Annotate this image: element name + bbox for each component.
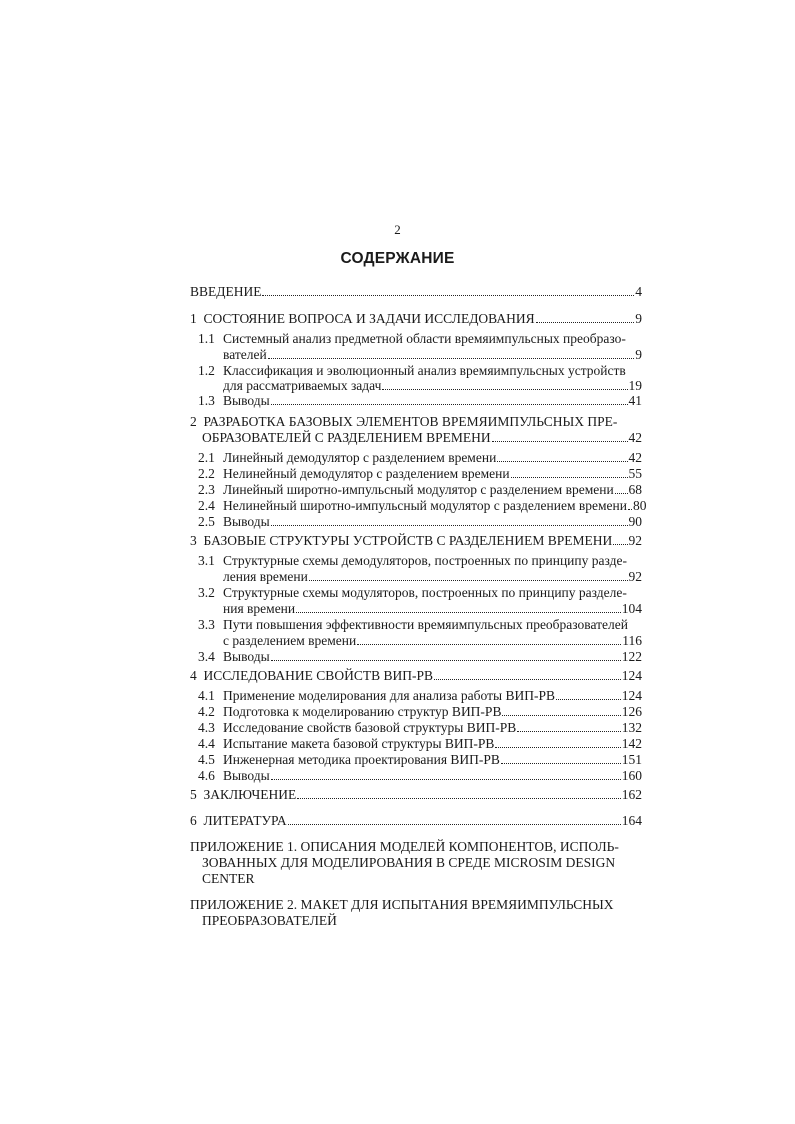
- toc-appendix-1-line3: CENTER: [202, 871, 255, 886]
- toc-entry-4-4: 4.4 Испытание макета базовой структуры ВИП-РВ 142: [198, 736, 642, 751]
- toc-entry-6: 6 ЛИТЕРАТУРА 164: [190, 813, 642, 828]
- toc-entry-3-1-line2: ления времени 92: [223, 569, 642, 584]
- toc-entry-2-line2: ОБРАЗОВАТЕЛЕЙ С РАЗДЕЛЕНИЕМ ВРЕМЕНИ 42: [202, 430, 642, 445]
- toc-entry-3-3-line1: 3.3 Пути повышения эффективности времяимпульсных преобразователей: [198, 617, 628, 632]
- toc-entry-4: 4 ИССЛЕДОВАНИЕ СВОЙСТВ ВИП-РВ 124: [190, 668, 642, 683]
- toc-entry-1-1-line2: вателей 9: [223, 347, 642, 362]
- toc-appendix-1-line1: ПРИЛОЖЕНИЕ 1. ОПИСАНИЯ МОДЕЛЕЙ КОМПОНЕНТОВ, ИСПОЛЬ-: [190, 839, 619, 854]
- toc-entry-3-1-line1: 3.1 Структурные схемы демодуляторов, построенных по принципу разде-: [198, 553, 627, 568]
- toc-entry-4-1: 4.1 Применение моделирования для анализа работы ВИП-РВ 124: [198, 688, 642, 703]
- toc-entry-2-4: 2.4 Нелинейный широтно-импульсный модулятор с разделением времени 80: [198, 498, 647, 513]
- toc-entry-2-line1: 2 РАЗРАБОТКА БАЗОВЫХ ЭЛЕМЕНТОВ ВРЕМЯИМПУЛЬСНЫХ ПРЕ-: [190, 414, 618, 429]
- toc-entry-2-1: 2.1 Линейный демодулятор с разделением времени 42: [198, 450, 642, 465]
- toc-entry-4-3: 4.3 Исследование свойств базовой структуры ВИП-РВ 132: [198, 720, 642, 735]
- toc-entry-3-3-line2: с разделением времени 116: [223, 633, 642, 648]
- toc-appendix-2-line2: ПРЕОБРАЗОВАТЕЛЕЙ: [202, 913, 337, 928]
- toc-entry-3-2-line2: ния времени 104: [223, 601, 642, 616]
- toc-entry-2-5: 2.5 Выводы 90: [198, 514, 642, 529]
- toc-entry-3-4: 3.4 Выводы 122: [198, 649, 642, 664]
- toc-entry-1-2-line1: 1.2 Классификация и эволюционный анализ времяимпульсных устройств: [198, 363, 626, 378]
- toc-entry-4-5: 4.5 Инженерная методика проектирования ВИП-РВ 151: [198, 752, 642, 767]
- toc-entry-1-2-line2: для рассматриваемых задач 19: [223, 378, 642, 393]
- toc-appendix-1-line2: ЗОВАННЫХ ДЛЯ МОДЕЛИРОВАНИЯ В СРЕДЕ MICROSIM DESIGN: [202, 855, 616, 870]
- toc-entry-3-2-line1: 3.2 Структурные схемы модуляторов, построенных по принципу разделе-: [198, 585, 627, 600]
- toc-entry-3: 3 БАЗОВЫЕ СТРУКТУРЫ УСТРОЙСТВ С РАЗДЕЛЕНИЕМ ВРЕМЕНИ 92: [190, 533, 642, 548]
- toc-entry-1-3: 1.3 Выводы 41: [198, 393, 642, 408]
- toc-entry-2-3: 2.3 Линейный широтно-импульсный модулятор с разделением времени 68: [198, 482, 642, 497]
- page-number: 2: [394, 222, 401, 237]
- toc-entry-4-6: 4.6 Выводы 160: [198, 768, 642, 783]
- toc-entry-1: 1 СОСТОЯНИЕ ВОПРОСА И ЗАДАЧИ ИССЛЕДОВАНИЯ 9: [190, 311, 642, 326]
- toc-entry-1-1-line1: 1.1 Системный анализ предметной области времяимпульсных преобразо-: [198, 331, 626, 346]
- toc-entry-intro: ВВЕДЕНИЕ 4: [190, 284, 642, 299]
- toc-entry-5: 5 ЗАКЛЮЧЕНИЕ 162: [190, 787, 642, 802]
- toc-appendix-2-line1: ПРИЛОЖЕНИЕ 2. МАКЕТ ДЛЯ ИСПЫТАНИЯ ВРЕМЯИМПУЛЬСНЫХ: [190, 897, 614, 912]
- toc-entry-4-2: 4.2 Подготовка к моделированию структур ВИП-РВ 126: [198, 704, 642, 719]
- toc-entry-2-2: 2.2 Нелинейный демодулятор с разделением времени 55: [198, 466, 642, 481]
- page-title: СОДЕРЖАНИЕ: [340, 250, 455, 267]
